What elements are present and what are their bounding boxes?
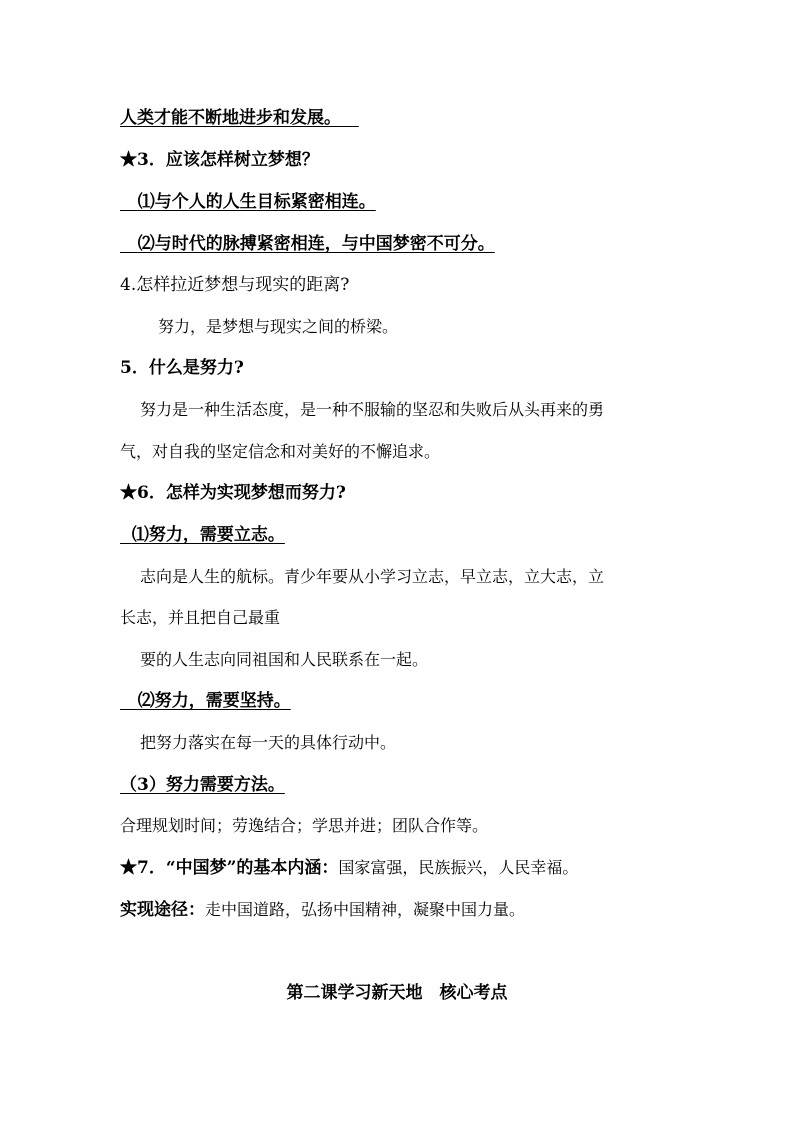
answer-text: 把努力落实在每一天的具体行动中。 xyxy=(140,733,397,752)
question-heading: ★6．怎样为实现梦想而努力? xyxy=(120,483,346,503)
question-heading: ★3．应该怎样树立梦想？ xyxy=(120,150,319,170)
text-span: ⑵与时代的脉搏紧密相连，与中国梦密不可分。 xyxy=(137,234,495,254)
question-heading: 5．什么是努力? xyxy=(120,358,244,378)
answer-text: 合理规划时间；劳逸结合；学思并进；团队合作等。 xyxy=(120,816,489,835)
answer-text: 努力是一种生活态度，是一种不服输的坚忍和失败后从头再来的勇 xyxy=(140,400,605,419)
answer-text: 要的人生志向同祖国和人民联系在一起。 xyxy=(140,650,429,669)
text-span: 人类才能不断地进步和发展。 xyxy=(120,108,341,128)
section-title: 第二课学习新天地 核心考点 xyxy=(286,983,508,1003)
definition-line xyxy=(120,856,578,880)
definition-value: 走中国道路，弘扬中国精神，凝聚中国力量。 xyxy=(205,900,526,919)
answer-point: （3）努力需要方法。 xyxy=(120,775,285,795)
text-span: ⑴努力，需要立志。 xyxy=(131,525,285,545)
definition-label: 实现途径： xyxy=(120,900,205,920)
definition-label: ★7．“中国梦”的基本内涵： xyxy=(120,858,339,878)
text-line xyxy=(120,106,359,130)
answer-point xyxy=(120,232,495,256)
question-heading: 4.怎样拉近梦想与现实的距离? xyxy=(120,275,350,295)
answer-point xyxy=(120,523,285,547)
text-span: ⑵努力，需要坚持。 xyxy=(137,691,291,711)
answer-point xyxy=(120,689,291,713)
answer-text: 气，对自我的坚定信念和对美好的不懈追求。 xyxy=(120,442,441,461)
definition-line xyxy=(120,898,525,922)
definition-value: 国家富强，民族振兴，人民幸福。 xyxy=(338,858,579,877)
text-span: ⑴与个人的人生目标紧密相连。 xyxy=(137,192,376,212)
answer-point xyxy=(120,190,376,214)
answer-text: 志向是人生的航标。青少年要从小学习立志，早立志，立大志，立 xyxy=(140,567,605,586)
answer-text: 努力，是梦想与现实之间的桥梁。 xyxy=(158,317,399,336)
answer-text: 长志，并且把自己最重 xyxy=(120,608,281,627)
